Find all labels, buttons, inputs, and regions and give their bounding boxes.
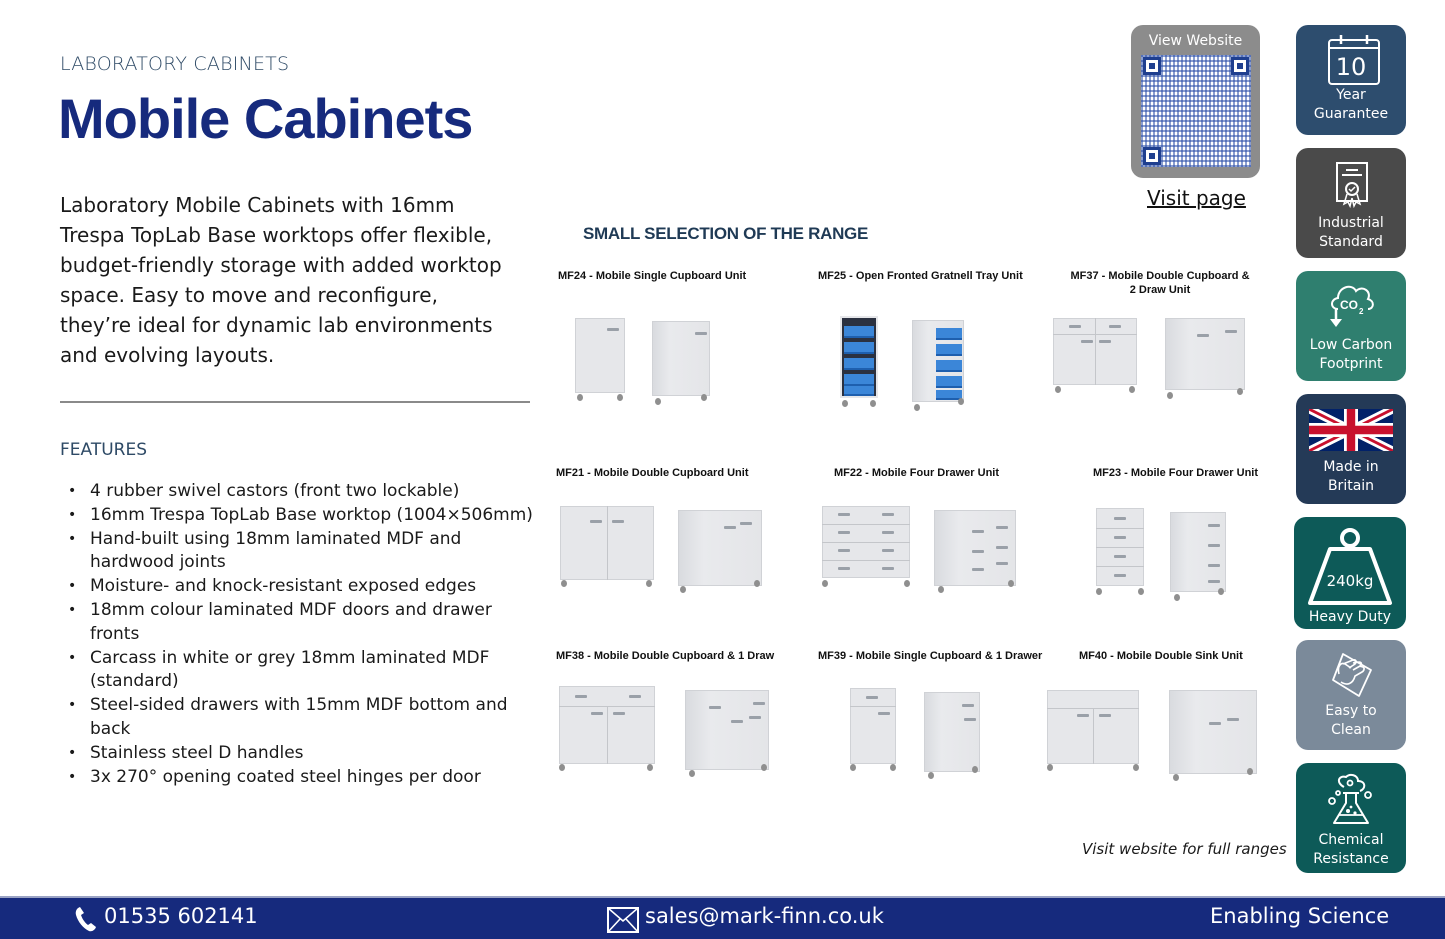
product-label: MF25 - Open Fronted Gratnell Tray Unit <box>818 270 1023 282</box>
badge-heavy-duty <box>1294 517 1406 629</box>
feature-item: • 16mm Trespa TopLab Base worktop (1004×506mm) <box>68 504 538 528</box>
badge-industrial-standard <box>1296 148 1406 258</box>
qr-label: View Website <box>1148 33 1243 49</box>
features-list <box>68 480 538 789</box>
badge-value: 240kg <box>1326 572 1374 590</box>
badge-line1: Made in <box>1323 459 1379 475</box>
badge-line2: Standard <box>1319 234 1383 250</box>
product-label: MF40 - Mobile Double Sink Unit <box>1079 650 1243 662</box>
intro-paragraph: Laboratory Mobile Cabinets with 16mm Trespa TopLab Base worktops offer flexible, budget-friendly storage with added worktop space. Easy to move and reconfigure, they’re ideal for dynamic lab environments and evolving layouts. <box>60 193 502 367</box>
badge-line1: Chemical <box>1318 832 1384 848</box>
hand-wipe-icon <box>1329 652 1375 698</box>
category-eyebrow: LABORATORY CABINETS <box>60 53 290 75</box>
product-mf38[interactable] <box>556 649 796 663</box>
product-mf22[interactable] <box>834 466 1074 480</box>
co2-cloud-icon <box>1328 279 1376 331</box>
badge-line1: Heavy Duty <box>1308 609 1392 625</box>
tagline: Enabling Science <box>1210 904 1390 928</box>
product-mf21[interactable] <box>556 466 796 480</box>
certificate-icon <box>1336 162 1368 210</box>
badge-line2: Clean <box>1331 722 1371 738</box>
product-label: MF38 - Mobile Double Cupboard & 1 Draw <box>556 650 775 662</box>
feature-item: • Stainless steel D handles <box>68 742 538 766</box>
badge-line1: Low Carbon <box>1309 337 1393 353</box>
product-mf25[interactable] <box>818 269 1058 283</box>
badge-year-guarantee <box>1296 25 1406 135</box>
product-label: MF22 - Mobile Four Drawer Unit <box>834 467 1000 479</box>
feature-item: • 4 rubber swivel castors (front two lockable) <box>68 480 538 504</box>
svg-text:CO: CO <box>1340 298 1358 312</box>
product-mf39[interactable] <box>818 649 1058 663</box>
feature-item: • Moisture- and knock-resistant exposed edges <box>68 575 538 599</box>
qr-finder-icon <box>1231 57 1249 75</box>
badge-line1: Industrial <box>1318 215 1384 231</box>
badge-line2: Resistance <box>1313 851 1389 867</box>
phone-link[interactable]: 01535 602141 <box>104 904 258 928</box>
range-heading: SMALL SELECTION OF THE RANGE <box>583 224 869 243</box>
svg-text:2: 2 <box>1359 307 1364 316</box>
feature-item: • 3x 270° opening coated steel hinges per door <box>68 766 538 790</box>
product-label: MF21 - Mobile Double Cupboard Unit <box>556 467 749 479</box>
feature-item: • Hand-built using 18mm laminated MDF and hardwood joints <box>68 528 538 576</box>
badge-easy-to-clean <box>1296 640 1406 750</box>
feature-item: • 18mm colour laminated MDF doors and drawer fronts <box>68 599 538 647</box>
product-label: MF39 - Mobile Single Cupboard & 1 Drawer <box>818 650 1043 662</box>
flask-icon <box>1324 773 1378 829</box>
product-label: MF24 - Mobile Single Cupboard Unit <box>558 270 747 282</box>
footer-bar <box>0 896 1445 939</box>
envelope-icon <box>607 907 639 933</box>
section-divider <box>60 401 530 403</box>
feature-item: • Steel-sided drawers with 15mm MDF bottom and back <box>68 694 538 742</box>
qr-code-icon[interactable] <box>1141 55 1251 167</box>
badge-made-in-britain <box>1296 394 1406 504</box>
page-title: Mobile Cabinets <box>58 87 473 150</box>
product-mf37[interactable] <box>1070 269 1250 297</box>
badge-line2: Footprint <box>1319 356 1383 372</box>
product-label: MF37 - Mobile Double Cupboard & 2 Draw Unit <box>1070 270 1250 296</box>
feature-item: • Carcass in white or grey 18mm laminated MDF (standard) <box>68 647 538 695</box>
product-mf24[interactable] <box>558 269 798 283</box>
badge-low-carbon <box>1296 271 1406 381</box>
product-label: MF23 - Mobile Four Drawer Unit <box>1093 467 1259 479</box>
qr-finder-icon <box>1143 147 1161 165</box>
badge-chemical-resistance <box>1296 763 1406 873</box>
weight-icon <box>1306 527 1394 605</box>
product-mf23[interactable] <box>1093 466 1273 480</box>
full-range-note: Visit website for full ranges <box>1082 840 1287 858</box>
product-mf40[interactable] <box>1079 649 1259 663</box>
badge-line2: Guarantee <box>1313 106 1389 122</box>
visit-page-link[interactable]: Visit page <box>1147 186 1246 210</box>
qr-code-card[interactable] <box>1131 25 1260 178</box>
email-link[interactable]: sales@mark-finn.co.uk <box>645 904 884 928</box>
features-heading: FEATURES <box>60 440 148 460</box>
badge-value: 10 <box>1335 53 1367 81</box>
phone-icon <box>74 906 98 932</box>
badge-line1: Year <box>1336 87 1366 103</box>
qr-finder-icon <box>1143 57 1161 75</box>
badge-line1: Easy to <box>1325 703 1377 719</box>
uk-flag-icon <box>1309 409 1393 451</box>
badge-line2: Britain <box>1327 478 1375 494</box>
